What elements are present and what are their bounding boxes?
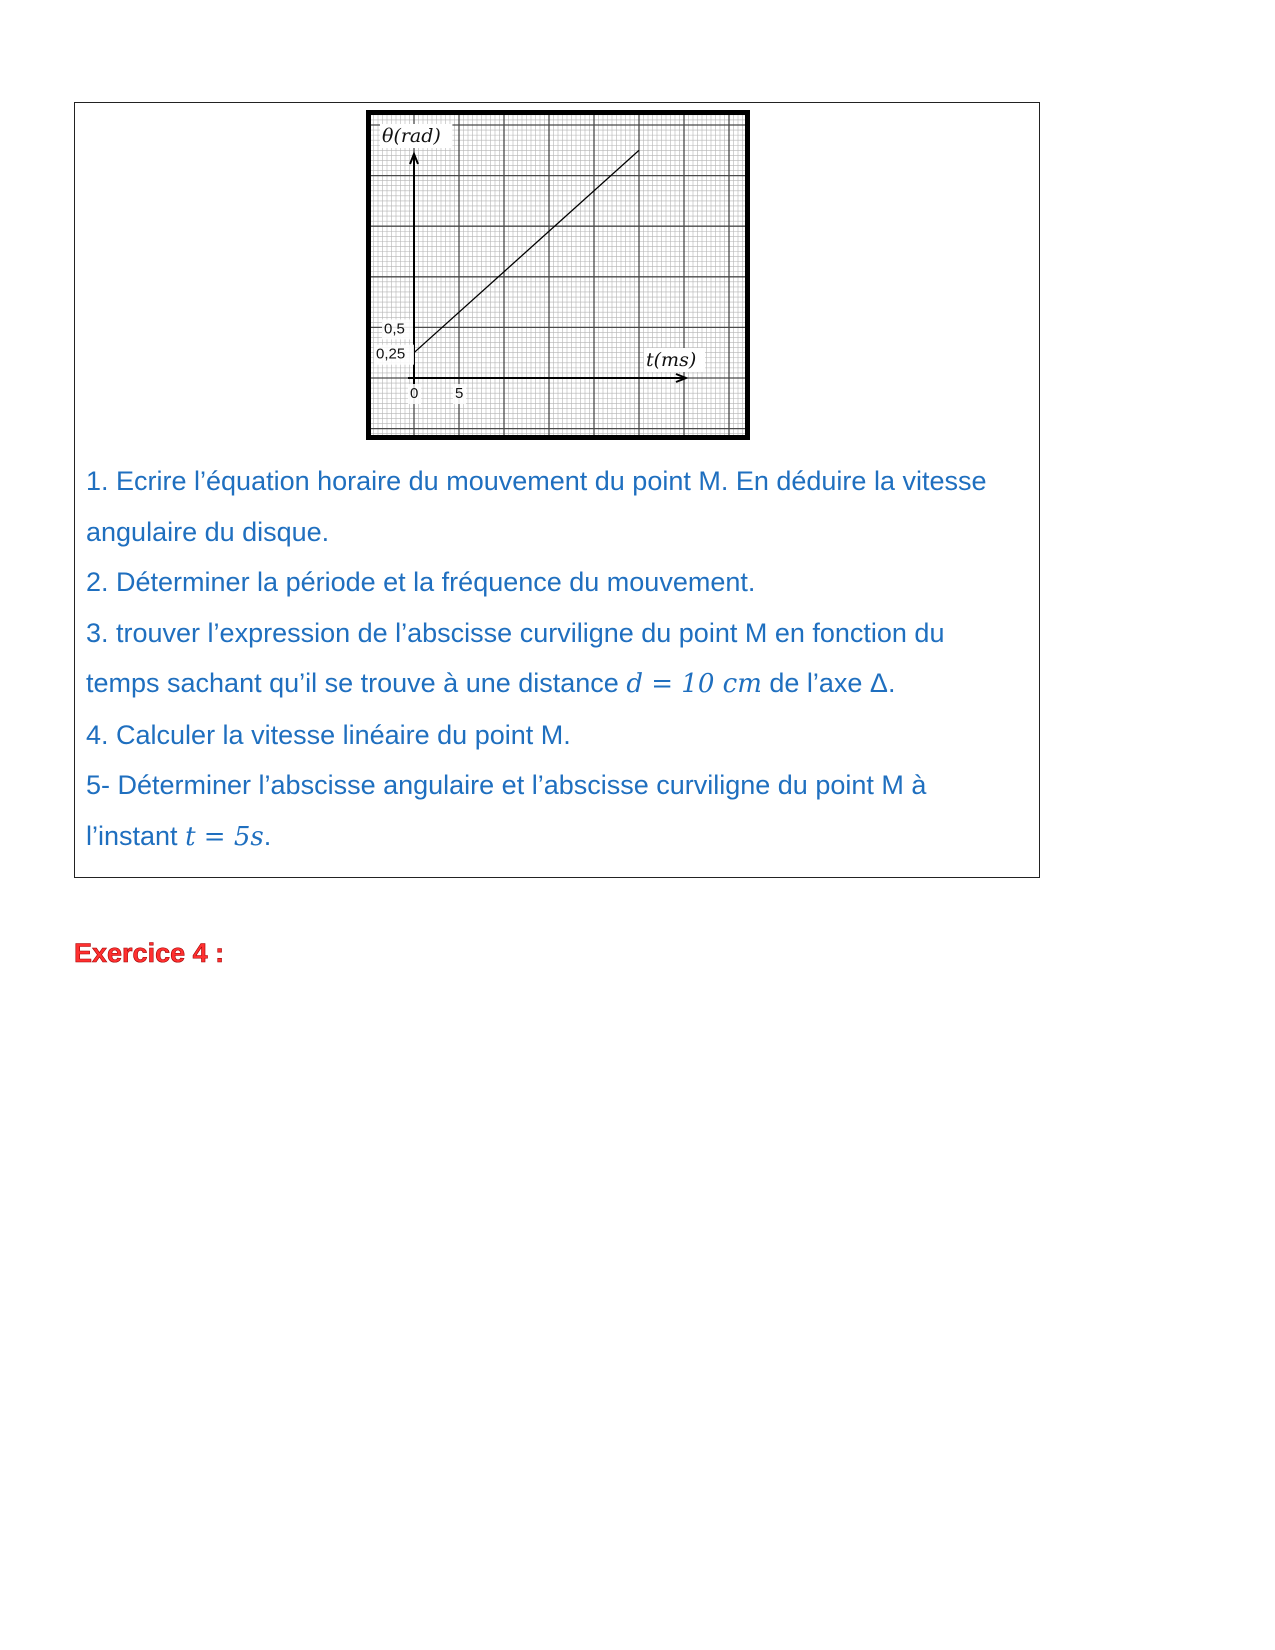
exercise-4-heading: Exercice 4 : (74, 938, 225, 968)
question-2: 2. Déterminer la période et la fréquence du mouvement. (86, 567, 756, 597)
x-tick-label: 0 (410, 385, 419, 402)
x-tick-label: 5 (455, 385, 464, 402)
x-axis-title: t(ms) (646, 349, 697, 371)
time-formula: t = 5s (185, 821, 264, 852)
question-4: 4. Calculer la vitesse linéaire du point M. (86, 719, 571, 750)
theta-vs-time-chart (366, 110, 750, 440)
distance-formula: d = 10 cm (626, 669, 762, 699)
y-axis-title: θ(rad) (382, 125, 441, 147)
y-tick-label: 0,5 (384, 320, 405, 338)
question-3: 3. trouver l’expression de l’abscisse curviligne du point M en fonction du temps sachant qu’il se trouve à une distance d = 10 cm de l’axe Δ. (86, 617, 945, 699)
question-5: 5- Déterminer l’abscisse angulaire et l’abscisse curviligne du point M à l’instant t = 5s. (86, 770, 927, 852)
question-1: 1. Ecrire l’équation horaire du mouvement du point M. En déduire la vitesse angulaire du disque. (86, 466, 987, 547)
y-tick-label: 0,25 (376, 345, 406, 363)
questions-list (86, 456, 1016, 862)
